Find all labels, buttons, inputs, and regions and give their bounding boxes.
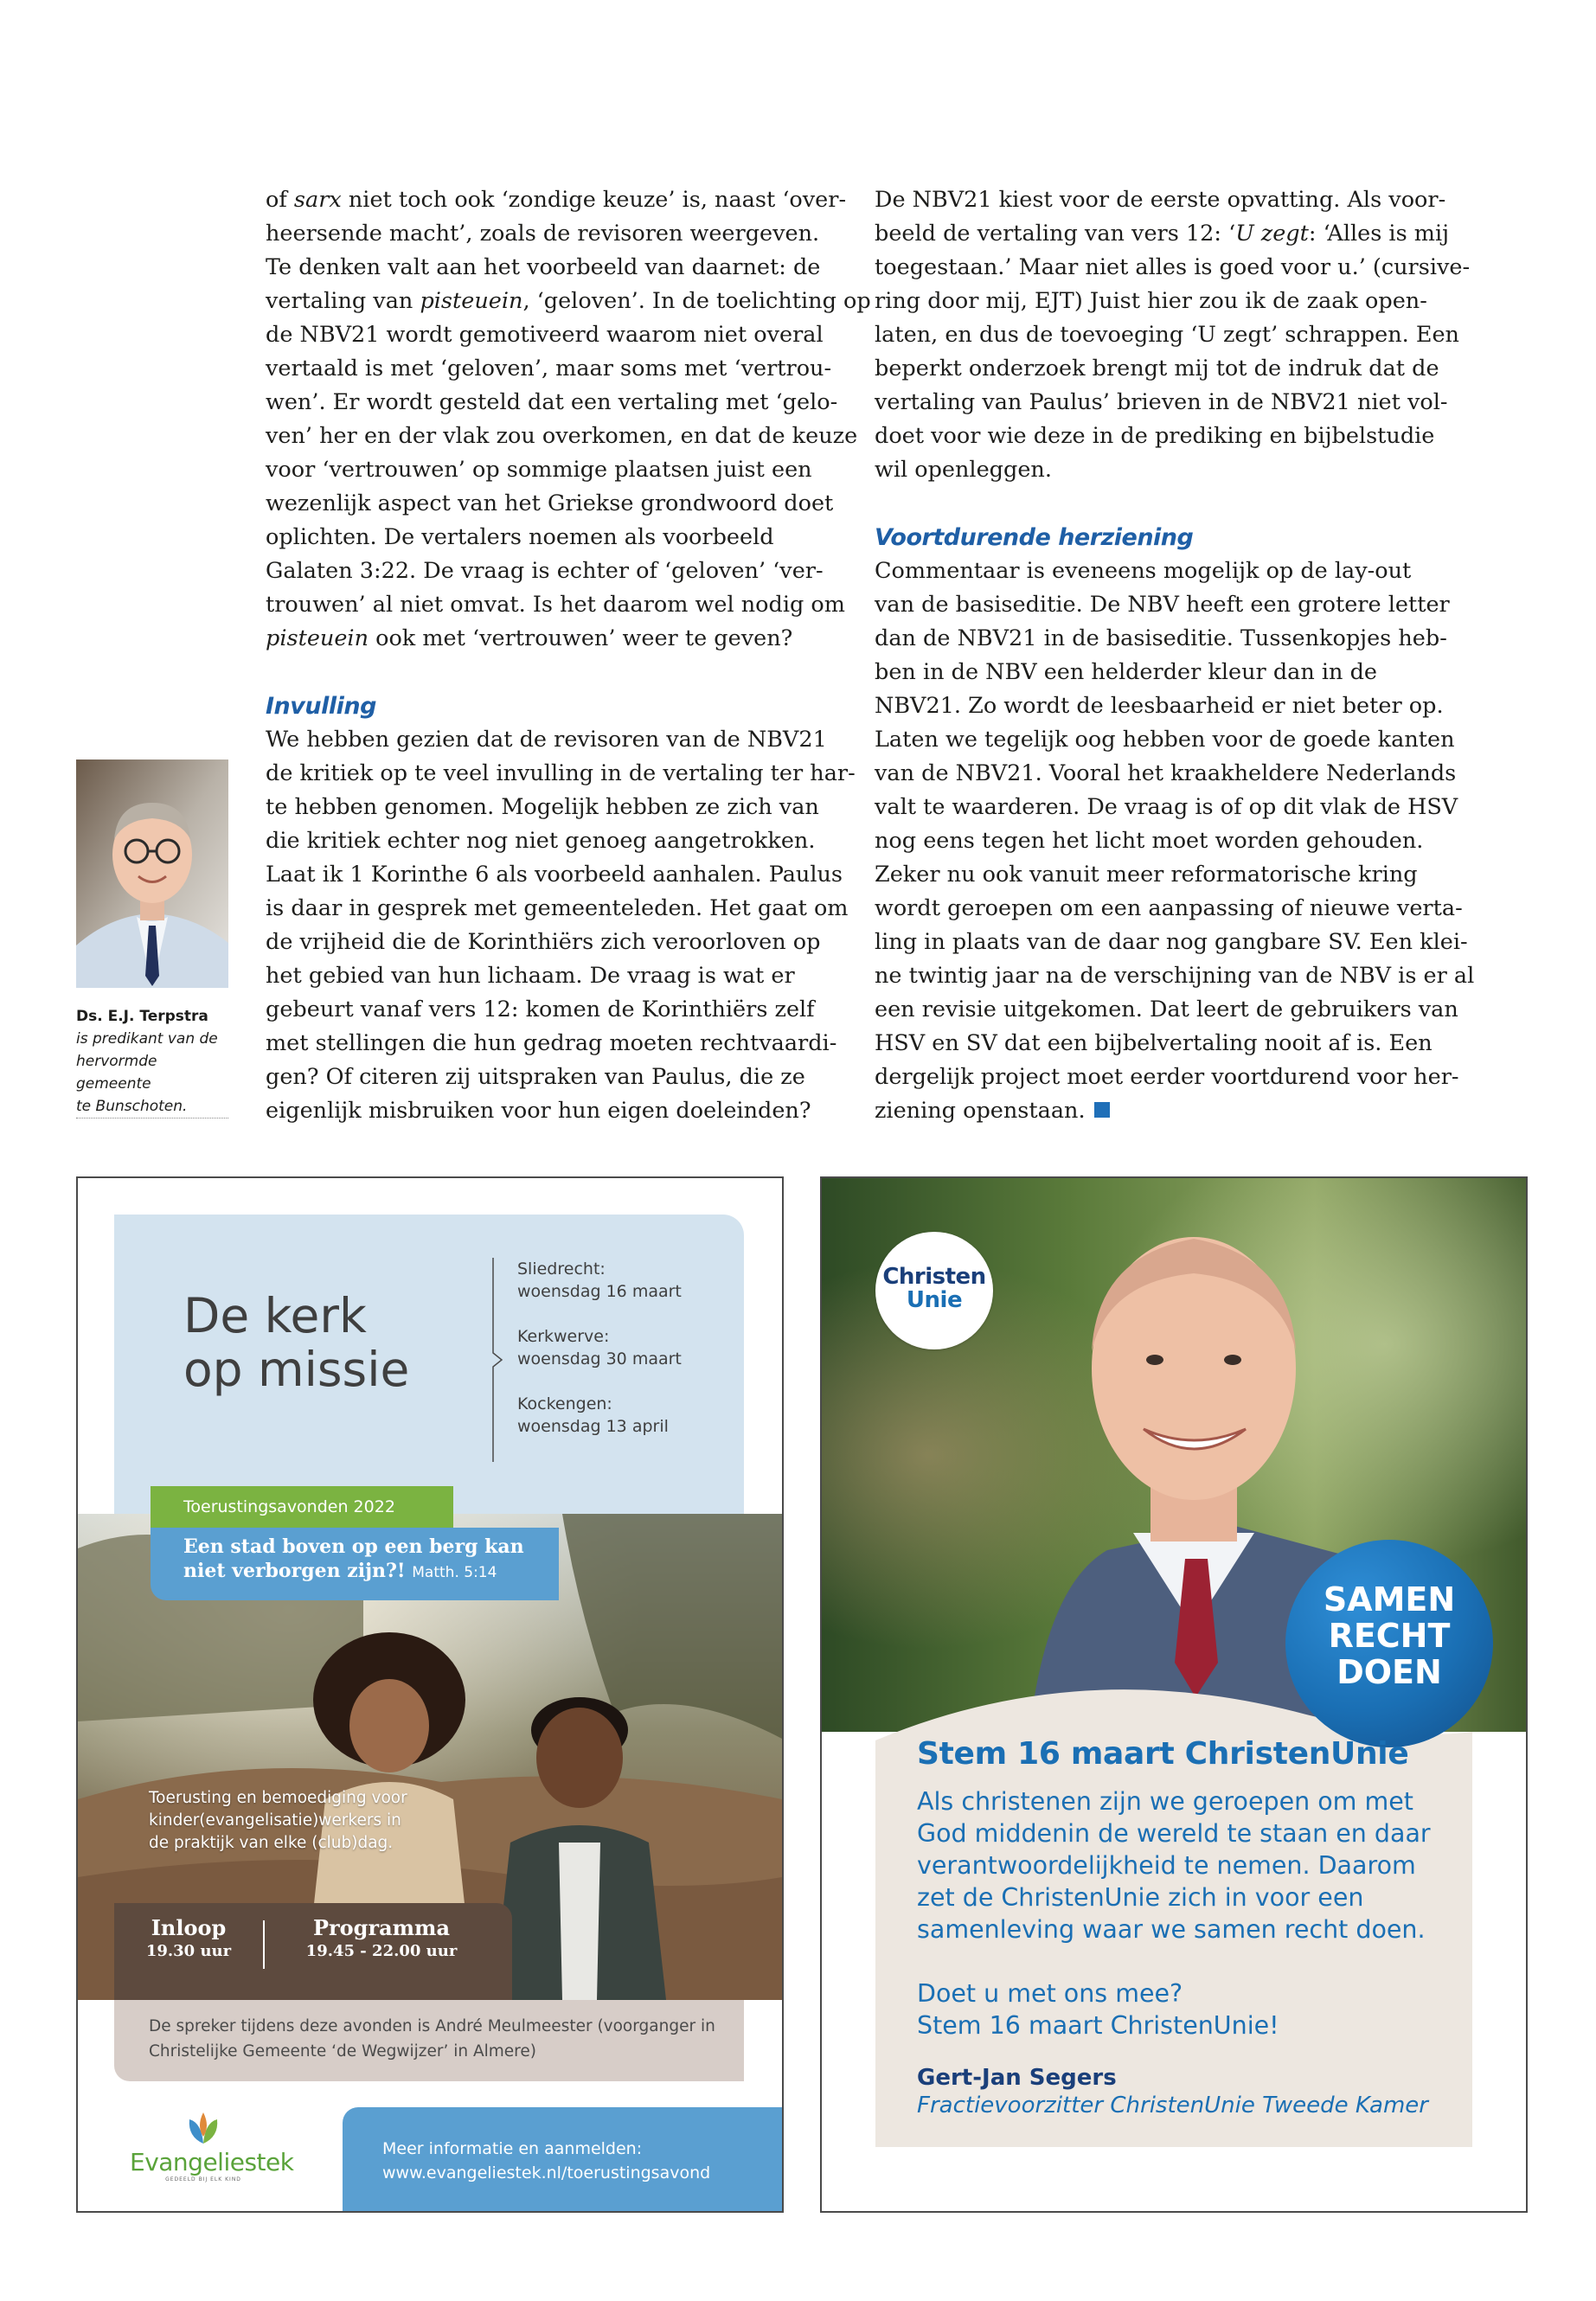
christenunie-logo-line2: Unie <box>906 1287 963 1313</box>
ad1-date-3: Kockengen: woensdag 13 april <box>517 1394 669 1436</box>
text-line: De NBV21 kiest voor de eerste opvatting. Als voor- <box>875 187 1446 213</box>
ad1-quote-ref: Matth. 5:14 <box>412 1564 497 1581</box>
ad1-speaker-line1: De spreker tijdens deze avonden is André Meulmeester (voorganger in <box>149 2017 715 2035</box>
text-line: dan de NBV21 in de basiseditie. Tussenkopjes heb- <box>875 625 1447 651</box>
text-line: eigenlijk misbruiken voor hun eigen doeleinden? <box>266 1098 811 1124</box>
ad1-quote-line1: Een stad boven op een berg kan <box>183 1535 524 1558</box>
text-line: vertaald is met ‘geloven’, maar soms met ‘vertrou- <box>266 356 832 381</box>
ad1-title-line2: op missie <box>183 1342 410 1397</box>
text-line: trouwen’ al niet omvat. Is het daarom wel nodig om <box>266 592 845 618</box>
text-line: of sarx niet toch ook ‘zondige keuze’ is, naast ‘over- <box>266 187 847 213</box>
ad1-photo-text: Toerusting en bemoediging voor kinder(evangelisatie)werkers in de praktijk van elke (club)dag. <box>149 1789 407 1852</box>
text-line: toegestaan.’ Maar niet alles is goed voor u.’ (cursive- <box>875 254 1471 280</box>
ad-christenunie <box>820 1176 1528 2213</box>
evangeliestek-leaf-icon <box>184 2111 222 2145</box>
ad1-inloop <box>114 1915 263 1962</box>
text-line: pisteuein ook met ‘vertrouwen’ weer te geven? <box>266 625 793 651</box>
text-line: ring door mij, EJT) Juist hier zou ik de zaak open- <box>875 288 1427 314</box>
article-column-right <box>875 183 1475 1128</box>
text-line: ven’ her en der vlak zou overkomen, en dat de keuze <box>266 423 858 449</box>
text-line: voor ‘vertrouwen’ op sommige plaatsen juist een <box>266 457 812 483</box>
paragraph-herziening <box>875 554 1475 1128</box>
ad1-inloop-time: 19.30 uur <box>145 1942 232 1960</box>
author-photo <box>76 760 228 988</box>
text-line: We hebben gezien dat de revisoren van de NBV21 <box>266 727 827 753</box>
ad1-programma-time: 19.45 - 22.00 uur <box>305 1942 458 1960</box>
text-line: laten, en dus de toevoeging ‘U zegt’ schrappen. Een <box>875 322 1459 348</box>
author-caption <box>76 1005 228 1118</box>
article-column-left <box>266 183 871 1128</box>
text-line: doet voor wie deze in de prediking en bijbelstudie <box>875 423 1435 449</box>
ad1-title <box>183 1289 409 1396</box>
ad1-green-label: Toerustingsavonden 2022 <box>151 1486 453 1528</box>
text-line: een revisie uitgekomen. Dat leert de gebruikers van <box>875 997 1458 1022</box>
text-line: wen’. Er wordt gesteld dat een vertaling met ‘gelo- <box>266 389 838 415</box>
paragraph-nbv21-keuze <box>875 183 1471 487</box>
text-line: valt te waarderen. De vraag is of op dit vlak de HSV <box>875 794 1458 820</box>
text-line: het gebied van hun lichaam. De vraag is wat er <box>266 963 795 989</box>
evangeliestek-logo-tagline: GEDEELD BIJ ELK KIND <box>165 2176 241 2182</box>
author-name: Ds. E.J. Terpstra <box>76 1008 208 1025</box>
text-line: oplichten. De vertalers noemen als voorbeeld <box>266 524 774 550</box>
text-line: HSV en SV dat een bijbelvertaling nooit af is. Een <box>875 1030 1433 1056</box>
ad1-date-1: Sliedrecht: woensdag 16 maart <box>517 1259 682 1301</box>
text-line: wezenlijk aspect van het Griekse grondwoord doet <box>266 490 834 516</box>
text-line: Commentaar is eveneens mogelijk op de lay-out <box>875 558 1412 584</box>
end-square-icon <box>1094 1102 1110 1118</box>
text-line: wordt geroepen om een aanpassing of nieuwe verta- <box>875 895 1463 921</box>
ad1-info-line1: Meer informatie en aanmelden: <box>382 2139 643 2158</box>
paragraph-invulling <box>266 723 854 1128</box>
ad2-cta-line1: Doet u met ons mee? <box>917 1979 1183 2008</box>
ad1-quote <box>183 1535 524 1585</box>
text-line: NBV21. Zo wordt de leesbaarheid er niet beter op. <box>875 693 1444 719</box>
ad1-quote-line2: niet verborgen zijn?! <box>183 1560 406 1582</box>
text-line: gen? Of citeren zij uitspraken van Paulus, die ze <box>266 1064 805 1090</box>
text-line: gebeurt vanaf vers 12: komen de Korinthiërs zelf <box>266 997 815 1022</box>
text-line: van de NBV21. Vooral het kraakheldere Nederlands <box>875 760 1457 786</box>
text-line: vertaling van Paulus’ brieven in de NBV21 niet vol- <box>875 389 1448 415</box>
badge-line3: DOEN <box>1336 1653 1442 1691</box>
text-line: die kritiek echter nog niet genoeg aangetrokken. <box>266 828 816 854</box>
ad1-date-2: Kerkwerve: woensdag 30 maart <box>517 1327 682 1368</box>
text-line: van de basiseditie. De NBV heeft een grotere letter <box>875 592 1450 618</box>
ad2-signer-name: Gert-Jan Segers <box>917 2065 1117 2091</box>
text-line: beperkt onderzoek brengt mij tot de indruk dat de <box>875 356 1439 381</box>
ad1-dates <box>517 1258 682 1438</box>
evangeliestek-logo-text: Evangeliestek <box>130 2148 294 2176</box>
text-line: Laat ik 1 Korinthe 6 als voorbeeld aanhalen. Paulus <box>266 862 843 888</box>
text-line: nog eens tegen het licht moet worden gehouden. <box>875 828 1424 854</box>
samen-recht-doen-badge <box>1285 1540 1493 1747</box>
ad2-signer-role: Fractievoorzitter ChristenUnie Tweede Kamer <box>917 2093 1428 2118</box>
text-line: de NBV21 wordt gemotiveerd waarom niet overal <box>266 322 824 348</box>
text-line: Te denken valt aan het voorbeeld van daarnet: de <box>266 254 821 280</box>
text-line: vertaling van pisteuein, ‘geloven’. In de toelichting op <box>266 288 871 314</box>
ad1-title-line1: De kerk <box>183 1288 367 1343</box>
text-line: ling in plaats van de daar nog gangbare SV. Een klei- <box>875 929 1468 955</box>
ad2-body: Als christenen zijn we geroepen om met God middenin de wereld te staan en daar verantwoordelijkheid te nemen. Daarom zet de ChristenUnie zich in voor een samenleving waar we samen recht doen. Doet u met ons mee? Stem 16 maart ChristenUnie! <box>917 1787 1431 2040</box>
ad1-inloop-label: Inloop <box>151 1915 227 1940</box>
ad2-cta-line2: Stem 16 maart ChristenUnie! <box>917 2011 1279 2040</box>
ad1-programma <box>273 1915 490 1962</box>
subheading-voortdurende-herziening: Voortdurende herziening <box>875 524 1194 551</box>
author-role-3: te Bunschoten. <box>76 1098 188 1115</box>
text-line: ben in de NBV een helderder kleur dan in de <box>875 659 1377 685</box>
ad1-programma-label: Programma <box>312 1915 450 1940</box>
text-line: wil openleggen. <box>875 457 1052 483</box>
ad1-info-link[interactable]: www.evangeliestek.nl/toerustingsavond <box>382 2163 711 2182</box>
ad1-info-box <box>343 2107 782 2211</box>
christenunie-logo <box>875 1232 993 1349</box>
text-line: is daar in gesprek met gemeenteleden. Het gaat om <box>266 895 849 921</box>
text-line: Laten we tegelijk oog hebben voor de goede kanten <box>875 727 1455 753</box>
evangeliestek-logo <box>130 2111 294 2183</box>
text-line: beeld de vertaling van vers 12: ‘U zegt: ‘Alles is mij <box>875 221 1450 247</box>
text-line: ziening openstaan. <box>875 1094 1463 1128</box>
text-line: te hebben genomen. Mogelijk hebben ze zich van <box>266 794 819 820</box>
text-line: met stellingen die hun gedrag moeten rechtvaardi- <box>266 1030 837 1056</box>
text-line: heersende macht’, zoals de revisoren weergeven. <box>266 221 820 247</box>
paragraph-sarx <box>266 183 871 656</box>
ad1-speaker-line2: Christelijke Gemeente ‘de Wegwijzer’ in Almere) <box>149 2042 536 2061</box>
ad-evangeliestek <box>76 1176 784 2213</box>
badge-line1: SAMEN <box>1323 1580 1456 1618</box>
ad1-speaker-box <box>114 2000 744 2081</box>
author-role-2: hervormde gemeente <box>76 1053 157 1093</box>
text-line: Galaten 3:22. De vraag is echter of ‘geloven’ ‘ver- <box>266 558 824 584</box>
ad2-headline: Stem 16 maart ChristenUnie <box>917 1736 1409 1772</box>
text-line: de vrijheid die de Korinthiërs zich veroorloven op <box>266 929 821 955</box>
text-line: dergelijk project moet eerder voortdurend voor her- <box>875 1064 1459 1090</box>
text-line: Zeker nu ook vanuit meer reformatorische kring <box>875 862 1418 888</box>
text-line: de kritiek op te veel invulling in de vertaling ter har- <box>266 760 856 786</box>
badge-line2: RECHT <box>1328 1617 1451 1655</box>
ad1-times-divider <box>263 1920 265 1969</box>
text-line: ne twintig jaar na de verschijning van de NBV is er al <box>875 963 1475 989</box>
christenunie-logo-line1: Christen <box>882 1264 986 1290</box>
ad1-bracket-line <box>491 1258 503 1462</box>
subheading-invulling: Invulling <box>266 693 376 720</box>
author-role-1: is predikant van de <box>76 1030 218 1048</box>
